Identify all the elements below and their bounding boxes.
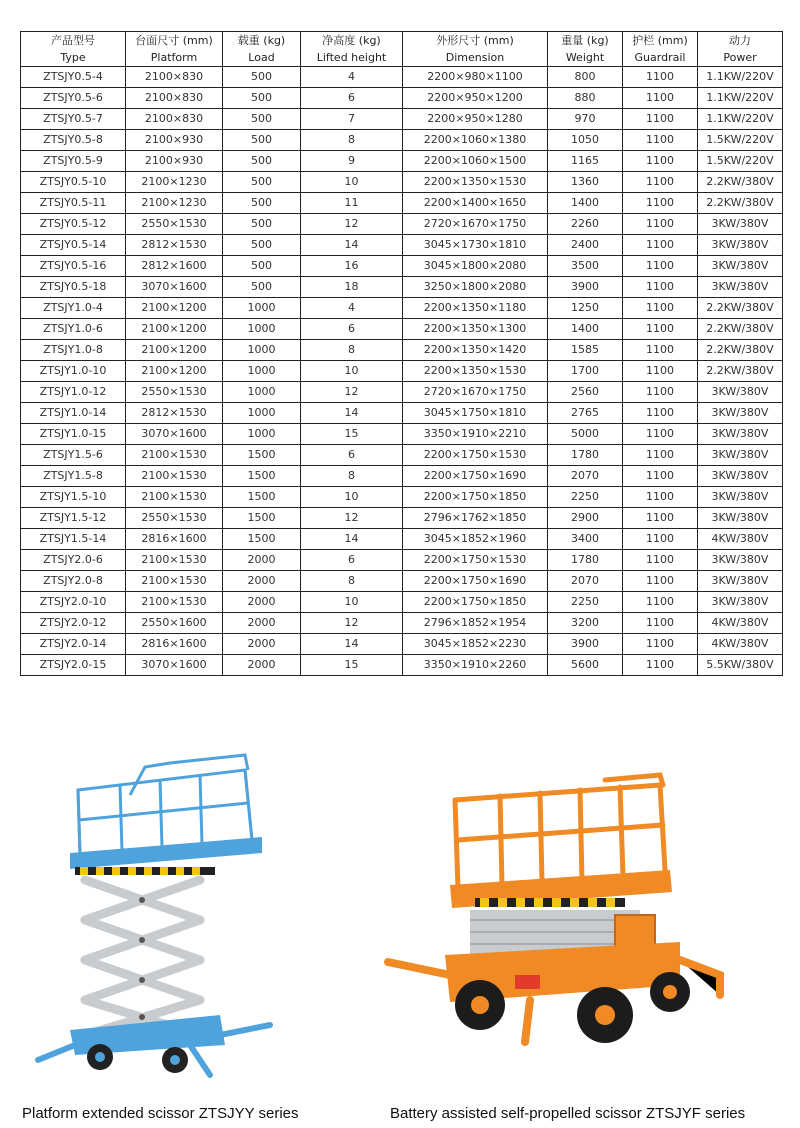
table-cell: 1100 — [623, 466, 698, 487]
table-row — [21, 571, 783, 592]
table-cell: 3KW/380V — [698, 571, 783, 592]
table-cell: 1100 — [623, 382, 698, 403]
table-cell: 2.2KW/380V — [698, 298, 783, 319]
table-cell: 2550×1530 — [126, 214, 223, 235]
table-row — [21, 172, 783, 193]
table-cell: 3045×1730×1810 — [403, 235, 548, 256]
table-cell: 1400 — [548, 193, 623, 214]
table-cell: 1100 — [623, 529, 698, 550]
table-cell: 2.2KW/380V — [698, 193, 783, 214]
table-cell: 1700 — [548, 361, 623, 382]
table-cell: 2200×950×1280 — [403, 109, 548, 130]
header-en-power: Power — [698, 49, 783, 67]
table-cell: 1100 — [623, 487, 698, 508]
table-cell: 1780 — [548, 550, 623, 571]
table-cell: 1100 — [623, 277, 698, 298]
table-cell: ZTSJY1.0-15 — [21, 424, 126, 445]
table-cell: 3KW/380V — [698, 256, 783, 277]
table-row — [21, 508, 783, 529]
table-cell: 2812×1600 — [126, 256, 223, 277]
table-cell: 2250 — [548, 487, 623, 508]
table-cell: 1100 — [623, 592, 698, 613]
table-cell: 1000 — [223, 319, 301, 340]
table-cell: 2816×1600 — [126, 634, 223, 655]
table-cell: 2796×1762×1850 — [403, 508, 548, 529]
table-cell: 3200 — [548, 613, 623, 634]
table-cell: 10 — [301, 172, 403, 193]
table-cell: 1100 — [623, 256, 698, 277]
table-row — [21, 382, 783, 403]
table-row — [21, 256, 783, 277]
table-cell: 1.5KW/220V — [698, 130, 783, 151]
table-cell: 500 — [223, 109, 301, 130]
table-cell: 1.1KW/220V — [698, 88, 783, 109]
table-cell: 8 — [301, 466, 403, 487]
table-cell: 3KW/380V — [698, 550, 783, 571]
table-cell: ZTSJY0.5-12 — [21, 214, 126, 235]
table-cell: 2.2KW/380V — [698, 172, 783, 193]
header-cn-type: 产品型号 — [21, 32, 126, 50]
table-cell: 2.2KW/380V — [698, 361, 783, 382]
table-row — [21, 487, 783, 508]
table-cell: ZTSJY1.5-6 — [21, 445, 126, 466]
table-cell: 4 — [301, 298, 403, 319]
table-cell: ZTSJY0.5-6 — [21, 88, 126, 109]
caption-right: Battery assisted self-propelled scissor ZTSJYF series — [390, 1105, 746, 1122]
table-cell: 2200×1750×1850 — [403, 592, 548, 613]
table-cell: 8 — [301, 130, 403, 151]
table-cell: 1500 — [223, 445, 301, 466]
table-cell: ZTSJY0.5-16 — [21, 256, 126, 277]
table-cell: 1100 — [623, 340, 698, 361]
table-cell: 2100×1200 — [126, 361, 223, 382]
table-row — [21, 151, 783, 172]
table-cell: 1100 — [623, 445, 698, 466]
table-cell: 2200×1750×1690 — [403, 466, 548, 487]
table-row — [21, 67, 783, 88]
table-cell: 500 — [223, 235, 301, 256]
table-cell: 1050 — [548, 130, 623, 151]
table-cell: 3350×1910×2260 — [403, 655, 548, 676]
table-cell: 5000 — [548, 424, 623, 445]
table-cell: 2560 — [548, 382, 623, 403]
table-cell: 1500 — [223, 466, 301, 487]
table-cell: 2000 — [223, 634, 301, 655]
table-cell: 2100×930 — [126, 130, 223, 151]
table-cell: 1100 — [623, 571, 698, 592]
table-row — [21, 550, 783, 571]
table-cell: 2200×1750×1530 — [403, 445, 548, 466]
table-cell: 3350×1910×2210 — [403, 424, 548, 445]
table-cell: 2200×1350×1420 — [403, 340, 548, 361]
table-cell: ZTSJY0.5-14 — [21, 235, 126, 256]
header-cn-power: 动力 — [698, 32, 783, 50]
table-cell: 2100×1200 — [126, 298, 223, 319]
table-cell: 7 — [301, 109, 403, 130]
table-cell: ZTSJY2.0-10 — [21, 592, 126, 613]
orange-scissor-lift-image — [380, 770, 725, 1060]
table-cell: ZTSJY1.0-10 — [21, 361, 126, 382]
table-row — [21, 319, 783, 340]
table-cell: 2200×950×1200 — [403, 88, 548, 109]
table-cell: ZTSJY1.0-6 — [21, 319, 126, 340]
table-cell: 2250 — [548, 592, 623, 613]
table-cell: 2100×1530 — [126, 445, 223, 466]
table-cell: ZTSJY1.5-10 — [21, 487, 126, 508]
header-cn-dimension: 外形尺寸 (mm) — [403, 32, 548, 50]
table-cell: 1100 — [623, 508, 698, 529]
table-row — [21, 130, 783, 151]
table-cell: 15 — [301, 655, 403, 676]
table-cell: 2070 — [548, 571, 623, 592]
table-cell: 2100×1200 — [126, 340, 223, 361]
table-cell: 4KW/380V — [698, 529, 783, 550]
table-cell: ZTSJY1.0-14 — [21, 403, 126, 424]
table-cell: 1100 — [623, 424, 698, 445]
table-cell: 2100×1530 — [126, 466, 223, 487]
table-cell: 10 — [301, 361, 403, 382]
table-cell: 1000 — [223, 340, 301, 361]
table-cell: 2100×830 — [126, 67, 223, 88]
table-cell: 1250 — [548, 298, 623, 319]
table-cell: 1100 — [623, 193, 698, 214]
table-cell: 1000 — [223, 382, 301, 403]
table-cell: 1100 — [623, 67, 698, 88]
table-cell: 500 — [223, 256, 301, 277]
table-cell: 3KW/380V — [698, 508, 783, 529]
table-cell: 1000 — [223, 361, 301, 382]
table-row — [21, 613, 783, 634]
table-cell: ZTSJY1.0-8 — [21, 340, 126, 361]
table-row — [21, 109, 783, 130]
header-en-guardrail: Guardrail — [623, 49, 698, 67]
table-cell: 880 — [548, 88, 623, 109]
table-cell: 3KW/380V — [698, 235, 783, 256]
header-row-en — [21, 49, 783, 67]
table-cell: 1780 — [548, 445, 623, 466]
table-cell: 8 — [301, 340, 403, 361]
table-cell: 2200×1350×1530 — [403, 361, 548, 382]
table-cell: 1100 — [623, 298, 698, 319]
table-cell: 1100 — [623, 550, 698, 571]
table-row — [21, 424, 783, 445]
table-cell: ZTSJY0.5-18 — [21, 277, 126, 298]
table-cell: 1500 — [223, 487, 301, 508]
table-row — [21, 592, 783, 613]
table-cell: 4KW/380V — [698, 634, 783, 655]
table-cell: 2000 — [223, 571, 301, 592]
table-cell: 14 — [301, 403, 403, 424]
table-cell: 2550×1600 — [126, 613, 223, 634]
table-cell: 6 — [301, 88, 403, 109]
table-row — [21, 529, 783, 550]
table-row — [21, 88, 783, 109]
table-cell: 500 — [223, 151, 301, 172]
table-cell: 2100×1200 — [126, 319, 223, 340]
table-cell: 1000 — [223, 403, 301, 424]
table-cell: ZTSJY1.0-4 — [21, 298, 126, 319]
table-row — [21, 466, 783, 487]
table-cell: 6 — [301, 445, 403, 466]
table-cell: 1100 — [623, 172, 698, 193]
table-cell: 3900 — [548, 634, 623, 655]
table-cell: 2200×1400×1650 — [403, 193, 548, 214]
table-cell: 2812×1530 — [126, 403, 223, 424]
table-cell: 1100 — [623, 403, 698, 424]
table-cell: 1360 — [548, 172, 623, 193]
table-cell: 1100 — [623, 130, 698, 151]
table-cell: 1500 — [223, 529, 301, 550]
table-row — [21, 298, 783, 319]
table-cell: 2000 — [223, 613, 301, 634]
table-row — [21, 445, 783, 466]
table-cell: 2720×1670×1750 — [403, 214, 548, 235]
table-cell: 2796×1852×1954 — [403, 613, 548, 634]
table-row — [21, 193, 783, 214]
table-cell: 6 — [301, 319, 403, 340]
table-cell: 2550×1530 — [126, 508, 223, 529]
table-cell: 1.1KW/220V — [698, 109, 783, 130]
table-cell: 9 — [301, 151, 403, 172]
table-row — [21, 235, 783, 256]
header-en-type: Type — [21, 49, 126, 67]
table-cell: 1100 — [623, 655, 698, 676]
table-cell: 2100×1230 — [126, 193, 223, 214]
spec-table — [20, 31, 783, 676]
table-cell: 500 — [223, 88, 301, 109]
table-cell: 2000 — [223, 655, 301, 676]
table-cell: 3KW/380V — [698, 445, 783, 466]
table-cell: 3KW/380V — [698, 592, 783, 613]
table-cell: ZTSJY1.5-14 — [21, 529, 126, 550]
blue-scissor-lift-image — [30, 745, 290, 1080]
header-en-platform: Platform — [126, 49, 223, 67]
table-cell: 12 — [301, 508, 403, 529]
table-cell: 5600 — [548, 655, 623, 676]
header-cn-guardrail: 护栏 (mm) — [623, 32, 698, 50]
table-cell: ZTSJY2.0-12 — [21, 613, 126, 634]
table-cell: 3045×1800×2080 — [403, 256, 548, 277]
table-cell: 4KW/380V — [698, 613, 783, 634]
table-cell: 3KW/380V — [698, 382, 783, 403]
table-cell: ZTSJY1.5-8 — [21, 466, 126, 487]
table-cell: 2100×1530 — [126, 550, 223, 571]
table-cell: ZTSJY0.5-9 — [21, 151, 126, 172]
table-cell: 2100×1230 — [126, 172, 223, 193]
table-cell: 3KW/380V — [698, 277, 783, 298]
table-cell: 2000 — [223, 550, 301, 571]
table-cell: ZTSJY0.5-8 — [21, 130, 126, 151]
table-cell: 3070×1600 — [126, 424, 223, 445]
table-cell: 11 — [301, 193, 403, 214]
table-cell: 14 — [301, 235, 403, 256]
table-cell: 3KW/380V — [698, 214, 783, 235]
table-row — [21, 214, 783, 235]
table-cell: 2900 — [548, 508, 623, 529]
table-cell: 3KW/380V — [698, 424, 783, 445]
table-cell: 2765 — [548, 403, 623, 424]
table-cell: 16 — [301, 256, 403, 277]
table-cell: ZTSJY2.0-14 — [21, 634, 126, 655]
table-cell: 500 — [223, 214, 301, 235]
table-cell: 1100 — [623, 88, 698, 109]
table-cell: ZTSJY2.0-6 — [21, 550, 126, 571]
table-cell: ZTSJY1.5-12 — [21, 508, 126, 529]
table-cell: ZTSJY0.5-11 — [21, 193, 126, 214]
table-cell: 2100×1530 — [126, 592, 223, 613]
header-cn-platform: 台面尺寸 (mm) — [126, 32, 223, 50]
table-cell: 12 — [301, 613, 403, 634]
table-cell: 1000 — [223, 298, 301, 319]
table-cell: 2812×1530 — [126, 235, 223, 256]
header-en-weight: Weight — [548, 49, 623, 67]
table-cell: 15 — [301, 424, 403, 445]
table-cell: 2200×1750×1850 — [403, 487, 548, 508]
table-cell: 2200×1060×1500 — [403, 151, 548, 172]
table-row — [21, 277, 783, 298]
table-cell: ZTSJY0.5-10 — [21, 172, 126, 193]
table-cell: 500 — [223, 67, 301, 88]
table-cell: 1100 — [623, 613, 698, 634]
table-cell: 10 — [301, 592, 403, 613]
table-cell: 1100 — [623, 214, 698, 235]
table-cell: 1100 — [623, 319, 698, 340]
table-row — [21, 340, 783, 361]
table-cell: 1100 — [623, 151, 698, 172]
header-en-dimension: Dimension — [403, 49, 548, 67]
table-cell: 2100×830 — [126, 109, 223, 130]
table-cell: 3KW/380V — [698, 403, 783, 424]
table-cell: 2200×1060×1380 — [403, 130, 548, 151]
caption-left: Platform extended scissor ZTSJYY series — [22, 1105, 299, 1122]
header-row-cn — [21, 32, 783, 50]
table-cell: 2200×1350×1300 — [403, 319, 548, 340]
table-cell: 3400 — [548, 529, 623, 550]
table-cell: 3KW/380V — [698, 487, 783, 508]
table-cell: 3900 — [548, 277, 623, 298]
table-cell: 5.5KW/380V — [698, 655, 783, 676]
table-cell: 3045×1852×2230 — [403, 634, 548, 655]
table-cell: 500 — [223, 193, 301, 214]
table-cell: 3070×1600 — [126, 277, 223, 298]
table-cell: 2100×830 — [126, 88, 223, 109]
table-row — [21, 634, 783, 655]
table-cell: 2100×1530 — [126, 571, 223, 592]
table-cell: 4 — [301, 67, 403, 88]
table-cell: 8 — [301, 571, 403, 592]
table-cell: 2100×930 — [126, 151, 223, 172]
table-cell: 14 — [301, 634, 403, 655]
table-cell: 1100 — [623, 634, 698, 655]
table-cell: 3500 — [548, 256, 623, 277]
spec-table-body — [21, 67, 783, 676]
table-cell: 1.5KW/220V — [698, 151, 783, 172]
table-cell: ZTSJY0.5-7 — [21, 109, 126, 130]
table-cell: 1.1KW/220V — [698, 67, 783, 88]
header-cn-weight: 重量 (kg) — [548, 32, 623, 50]
header-cn-load: 载重 (kg) — [223, 32, 301, 50]
header-en-height: Lifted height — [301, 49, 403, 67]
table-cell: 1100 — [623, 361, 698, 382]
table-cell: 1100 — [623, 109, 698, 130]
table-cell: 1000 — [223, 424, 301, 445]
table-cell: 3KW/380V — [698, 466, 783, 487]
table-cell: 2550×1530 — [126, 382, 223, 403]
table-cell: 500 — [223, 277, 301, 298]
table-cell: 1165 — [548, 151, 623, 172]
table-cell: 970 — [548, 109, 623, 130]
table-cell: 2070 — [548, 466, 623, 487]
table-cell: 2200×1750×1530 — [403, 550, 548, 571]
table-cell: 2720×1670×1750 — [403, 382, 548, 403]
table-cell: 14 — [301, 529, 403, 550]
table-cell: 2400 — [548, 235, 623, 256]
header-cn-height: 净高度 (kg) — [301, 32, 403, 50]
table-cell: 2200×1350×1530 — [403, 172, 548, 193]
table-cell: 2200×980×1100 — [403, 67, 548, 88]
table-cell: 2200×1350×1180 — [403, 298, 548, 319]
table-cell: ZTSJY0.5-4 — [21, 67, 126, 88]
table-cell: 6 — [301, 550, 403, 571]
table-cell: 2260 — [548, 214, 623, 235]
table-cell: 1585 — [548, 340, 623, 361]
table-cell: 2.2KW/380V — [698, 340, 783, 361]
table-cell: 12 — [301, 214, 403, 235]
table-cell: 1400 — [548, 319, 623, 340]
table-cell: 500 — [223, 130, 301, 151]
table-row — [21, 403, 783, 424]
table-cell: 18 — [301, 277, 403, 298]
table-cell: 800 — [548, 67, 623, 88]
table-cell: 12 — [301, 382, 403, 403]
table-cell: ZTSJY1.0-12 — [21, 382, 126, 403]
table-cell: 1500 — [223, 508, 301, 529]
table-cell: 10 — [301, 487, 403, 508]
table-cell: 2100×1530 — [126, 487, 223, 508]
table-cell: ZTSJY2.0-15 — [21, 655, 126, 676]
table-cell: 2.2KW/380V — [698, 319, 783, 340]
table-cell: 3250×1800×2080 — [403, 277, 548, 298]
table-cell: 2816×1600 — [126, 529, 223, 550]
table-cell: 3070×1600 — [126, 655, 223, 676]
table-row — [21, 361, 783, 382]
table-cell: 3045×1750×1810 — [403, 403, 548, 424]
header-en-load: Load — [223, 49, 301, 67]
table-row — [21, 655, 783, 676]
table-cell: ZTSJY2.0-8 — [21, 571, 126, 592]
table-cell: 1100 — [623, 235, 698, 256]
table-cell: 500 — [223, 172, 301, 193]
table-cell: 2200×1750×1690 — [403, 571, 548, 592]
table-cell: 3045×1852×1960 — [403, 529, 548, 550]
table-cell: 2000 — [223, 592, 301, 613]
